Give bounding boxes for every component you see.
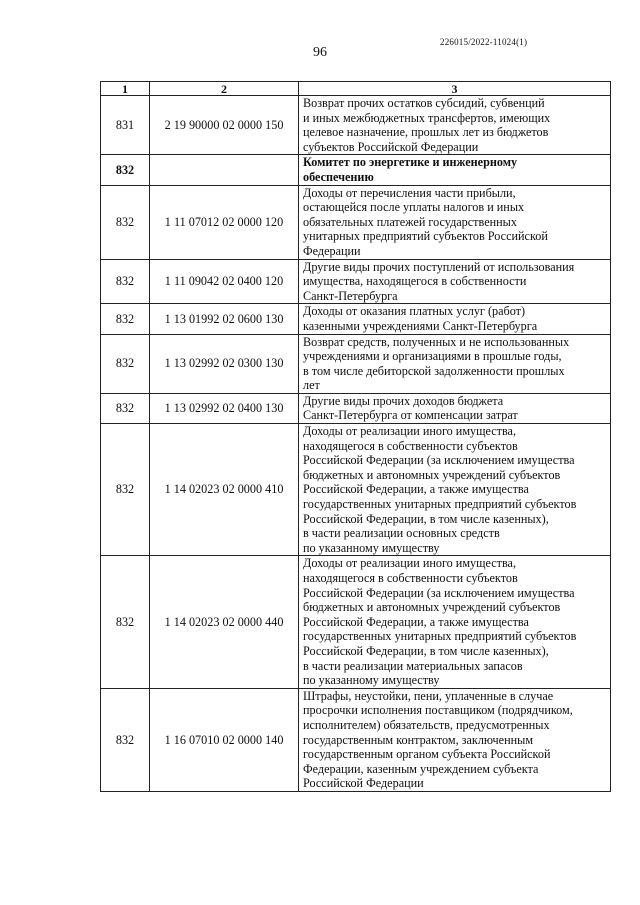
- page-number: 96: [313, 45, 327, 60]
- document-id: 226015/2022-11024(1): [440, 37, 528, 47]
- table-row: [101, 304, 611, 334]
- revenue-description-cell: Доходы от реализации иного имущества, находящегося в собственности субъектов Российской Федерации (за исключением имущества бюджетных и автономных учреждений субъектов Российской Федерации, а также имущества государственных унитарных предприятий субъектов Российской Федерации, в том числе казенных), в части реализации основных средств по указанному имуществу: [299, 424, 611, 556]
- revenue-code-cell: 1 16 07010 02 0000 140: [150, 688, 299, 791]
- revenue-code-cell: 1 13 02992 02 0300 130: [150, 334, 299, 393]
- table-row: [101, 424, 611, 556]
- revenue-description-cell: Другие виды прочих поступлений от использования имущества, находящегося в собственности Санкт-Петербурга: [299, 259, 611, 304]
- revenue-description-cell: Доходы от перечисления части прибыли, остающейся после уплаты налогов и иных обязательных платежей государственных унитарных предприятий субъектов Российской Федерации: [299, 185, 611, 259]
- admin-code-cell: 832: [101, 688, 150, 791]
- table-header-row: [101, 82, 611, 96]
- revenue-code-cell: 1 13 01992 02 0600 130: [150, 304, 299, 334]
- admin-code-cell: 832: [101, 304, 150, 334]
- revenue-description-cell: Штрафы, неустойки, пени, уплаченные в случае просрочки исполнения поставщиком (подрядчиком, исполнителем) обязательств, предусмотренных государственным контрактом, заключенным государственным органом субъекта Российской Федерации, казенным учреждением субъекта Российской Федерации: [299, 688, 611, 791]
- revenue-code-cell: 1 14 02023 02 0000 410: [150, 424, 299, 556]
- table-row: [101, 393, 611, 423]
- table-row: [101, 96, 611, 155]
- revenue-description-cell: Возврат прочих остатков субсидий, субвенций и иных межбюджетных трансфертов, имеющих целевое назначение, прошлых лет из бюджетов субъектов Российской Федерации: [299, 96, 611, 155]
- revenue-code-cell: 1 11 07012 02 0000 120: [150, 185, 299, 259]
- revenue-description-cell: Возврат средств, полученных и не использованных учреждениями и организациями в прошлые годы, в том числе дебиторской задолженности прошлых лет: [299, 334, 611, 393]
- admin-code-cell: 831: [101, 96, 150, 155]
- table-row: [101, 334, 611, 393]
- table-row: [101, 688, 611, 791]
- admin-code-cell: 832: [101, 259, 150, 304]
- revenue-code-cell: 2 19 90000 02 0000 150: [150, 96, 299, 155]
- revenue-description-cell: Доходы от реализации иного имущества, находящегося в собственности субъектов Российской Федерации (за исключением имущества бюджетных и автономных учреждений субъектов Российской Федерации, а также имущества государственных унитарных предприятий субъектов Российской Федерации, в том числе казенных), в части реализации материальных запасов по указанному имуществу: [299, 556, 611, 688]
- admin-code-cell: 832: [101, 334, 150, 393]
- revenue-codes-table: [100, 81, 611, 792]
- revenue-code-cell: 1 11 09042 02 0400 120: [150, 259, 299, 304]
- revenue-code-cell: 1 13 02992 02 0400 130: [150, 393, 299, 423]
- admin-code-cell: 832: [101, 393, 150, 423]
- revenue-description-cell: Доходы от оказания платных услуг (работ) казенными учреждениями Санкт-Петербурга: [299, 304, 611, 334]
- admin-code-cell: 832: [101, 424, 150, 556]
- revenue-description-cell: Комитет по энергетике и инженерному обеспечению: [299, 155, 611, 185]
- admin-code-cell: 832: [101, 185, 150, 259]
- revenue-code-cell: [150, 155, 299, 185]
- column-header-1: 1: [101, 82, 150, 96]
- revenue-description-cell: Другие виды прочих доходов бюджета Санкт-Петербурга от компенсации затрат: [299, 393, 611, 423]
- table-row: [101, 185, 611, 259]
- revenue-code-cell: 1 14 02023 02 0000 440: [150, 556, 299, 688]
- table-row: [101, 259, 611, 304]
- column-header-3: 3: [299, 82, 611, 96]
- admin-code-cell: 832: [101, 556, 150, 688]
- table-row: [101, 556, 611, 688]
- column-header-2: 2: [150, 82, 299, 96]
- admin-code-cell: 832: [101, 155, 150, 185]
- table-row: [101, 155, 611, 185]
